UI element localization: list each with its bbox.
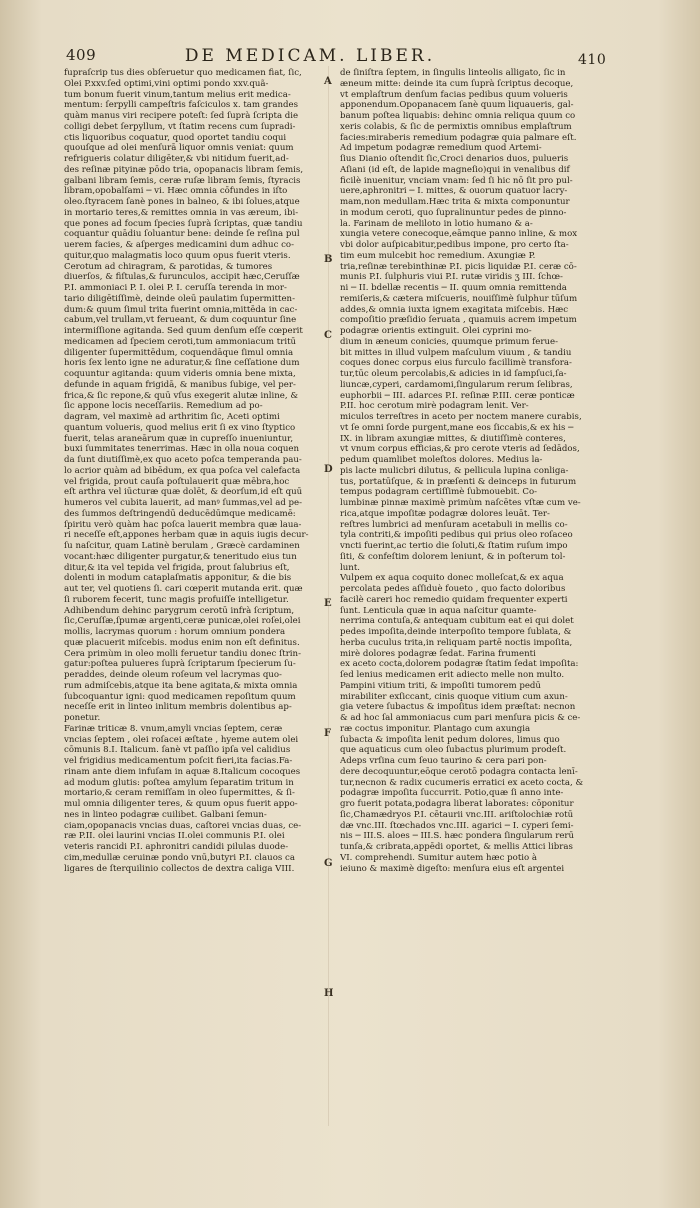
text-line: cabum,vel trullam,vt ferueant, & dum coquuntur ſine (64, 315, 297, 326)
text-line: dere decoquuntur,eōque cerotō podagra contacta lenī- (340, 766, 578, 777)
text-line: euphorbii ─ III. adarces P.I. reſinæ P.III. ceræ ponticæ (340, 390, 575, 401)
text-line: coques donec corpus eius furculo facillimè transfora- (340, 358, 572, 369)
text-line: bit mittes in illud vulpem maſculum viuum , & tandiu (340, 347, 572, 358)
text-line: dolenti in modum cataplaſmatis apponitur, & die bis (64, 573, 292, 584)
margin-letter: C (324, 330, 332, 341)
text-line: uerem facies, & aſperges medicamini dum adhuc co- (64, 240, 295, 250)
text-line: gro fuerit potata,podagra liberat laborates: cōponitur (340, 799, 574, 809)
text-line: dum:& quum ſimul trita fuerint omnia,mittēda in cac- (64, 304, 298, 315)
text-line: mortario,& ceram remiſſam in oleo ſupermittes, & ſi- (64, 788, 295, 799)
text-line: tim eum mulcebit hoc remedium. Axungiæ P. (340, 250, 536, 261)
text-line: ad modum glutis: poſtea amylum ſeparatim tritum in (64, 777, 294, 788)
text-line: mentum: ſerpylli campeſtris faſciculos x. tam grandes (64, 100, 299, 111)
text-line: da ſunt diutiſſimè,ex quo aceto poſca temperanda pau- (64, 455, 302, 465)
text-line: Farinæ triticæ 8. vnum,amyli vncias ſeptem, ceræ (64, 723, 283, 734)
text-line: dium in æneum conicies, quumque primum ferue- (340, 336, 558, 347)
text-line: in modum ceroti, quo ſupralinuntur pedes de pinno- (340, 207, 567, 218)
text-line: ræ coctus imponitur. Plantago cum axungia (340, 723, 531, 734)
margin-letter: B (324, 254, 333, 265)
text-line: tunſa,& cribrata,appēdi oportet, & mellis Attici libras (340, 842, 573, 852)
text-line: rica,atque impoſitæ podagræ dolores leuāt. Ter- (340, 508, 550, 519)
text-line: oleo.ſtyracem ſanè pones in balneo, & ibi ſolues,atque (64, 197, 300, 207)
text-line: galbani libram ſemis, ceræ ruſæ libram ſemis, ſtyracis (64, 175, 301, 186)
text-line: eſt arthra vel iūcturæ quæ dolēt, & deorſum,id eſt quū (64, 487, 303, 498)
text-line: refrigueris colatur diligēter,& vbi nitidum fuerit,ad- (64, 154, 289, 164)
text-line: tur,necnon & radix cucumeris erratici ex aceto cocta, & (340, 777, 584, 788)
text-line: quitur,quo malagmatis loco quum opus fuerit vteris. (64, 250, 291, 261)
text-line: nerrima contuſa,& antequam cubitum eat ei qui dolet (340, 616, 574, 627)
text-line: mirè dolores podagræ ſedat. Farina frumenti (340, 648, 536, 659)
text-line: pedes impoſita,deinde interpoſito tempore ſublata, & (340, 627, 572, 637)
text-line: veteris rancidi P.I. aphronitri candidi pilulas duode- (64, 842, 289, 852)
text-line: vncti fuerint,ac tertio die ſoluti,& ſtatim ruſum impo (340, 541, 568, 551)
text-line: podagræ impoſita ſuccurrit. Potio,quæ ſi anno inte- (340, 788, 564, 799)
text-line: nis ─ III.S. aloes ─ III.S. hæc pondera ſingularum rerū (340, 831, 575, 842)
text-line: cim,medullæ ceruinæ pondo vnū,butyri P.I. clauos ca (64, 852, 295, 863)
text-line: podagræ orientis extinguit. Olei cyprini mo- (340, 326, 532, 336)
text-line: ditur,& ita vel tepida vel frigida, prout ſalubrius eſt, (64, 562, 290, 573)
text-line: defunde in aquam frigidā, & manibus ſubige, vel per- (64, 379, 296, 390)
text-line: neceſſe erit in linteo inlitum membris dolentibus ap- (64, 702, 292, 713)
text-line: percolata pedes aſſiduè foueto , quo facto doloribus (340, 584, 566, 594)
text-line: coquantur quādiu ſoluantur bene: deinde ſe reſina pul (64, 229, 300, 240)
margin-letter: A (324, 76, 332, 87)
text-line: Ad impetum podagræ remedium quod Artemi- (340, 143, 542, 154)
text-line: gatur:poſtea pulueres ſuprà ſcriptarum ſpecierum ſu- (64, 659, 296, 670)
text-line: ni ─ II. bdellæ recentis ─ II. quum omnia remittenda (340, 283, 567, 293)
text-line: coquuntur agitanda: quum videris omnia bene mixta, (64, 369, 296, 379)
text-line: Cerotum ad chiragram, & parotidas, & tumores (64, 261, 273, 272)
text-line: medicamen ad ſpeciem ceroti,tum ammoniacum tritū (64, 336, 297, 347)
text-line: vt ſe omni ſorde purgent,mane eos ſiccabis,& ex his ─ (340, 422, 574, 433)
text-line: gia vetere ſubactus & impoſitus idem præſtat: necnon (340, 702, 576, 713)
text-line: æneum mitte: deinde ita cum ſuprà ſcriptus decoque, (340, 78, 574, 89)
text-line: de ſiniſtra ſeptem, in ſingulis linteolis alligato, ſic in (340, 68, 566, 78)
text-line: ſubacta & impoſita lenit pedum dolores, limus quo (340, 734, 560, 745)
text-line: miculos terreſtres in aceto per noctem manere curabis, (340, 412, 582, 422)
text-line: apponendum.Opopanacem ſanè quum liquaueris, gal- (340, 100, 574, 111)
text-line: aut ter, vel quotiens ſi. cari cœperit mutanda erit. quæ (64, 584, 303, 594)
text-line: & ad hoc ſal ammoniacus cum pari menſura picis & ce- (340, 713, 581, 723)
right-text-column (340, 68, 598, 874)
right-page-number: 410 (578, 52, 607, 68)
text-line: fuerit, telas araneārum quæ in cupreſſo inueniuntur, (64, 433, 294, 444)
text-line: Pampini vitium triti, & impoſiti tumorem pedū (340, 680, 541, 691)
text-line: quàm manus viri recipere poteſt: ſed ſuprà ſcripta die (64, 111, 299, 121)
text-line: que aquaticus cum oleo ſubactus plurimum prodeſt. (340, 745, 567, 756)
text-line: ri neceſſe eſt,appones herbam quæ in aquis iugis decur- (64, 530, 309, 541)
text-line: in mortario teres,& remittes omnia in vas æreum, ibi- (64, 207, 299, 218)
text-line: colligi debet ſerpyllum, vt ſtatim recens cum ſupradi- (64, 121, 296, 132)
text-line: cōmunis 8.I. Italicum. ſanè vt paſſio ipſa vel calidius (64, 745, 291, 756)
text-line: ciam,opopanacis vncias duas, caſtorei vncias duas, ce- (64, 820, 302, 831)
text-line: dæ vnc.III. ſtœchados vnc.III. agarici ─ I. cyperi ſemi- (340, 820, 574, 831)
text-line: ponetur. (64, 713, 101, 723)
text-line: vncias ſeptem , olei roſacei æſtate , hyeme autem olei (64, 734, 299, 745)
text-line: horis ſex lento igne ne aduratur,& ſine ceſſatione dum (64, 358, 300, 369)
text-line: VI. comprehendi. Sumitur autem hæc potio à (340, 852, 538, 863)
text-line: lunt. (340, 562, 361, 573)
text-line: mirabiliter exſiccant, cinis quoque vitium cum axun- (340, 691, 568, 702)
text-line: vt vnum corpus efficias,& pro cerote vteris ad ſedādos, (340, 444, 580, 455)
text-line: ræ P.II. olei laurini vncias II.olei communis P.I. olei (64, 831, 285, 842)
text-line: la. Farinam de meliloto in lotio humano & a- (340, 218, 533, 229)
left-text-column (64, 68, 320, 874)
text-line: vbi dolor auſpicabitur,pedibus impone, pro certo ſta- (340, 240, 569, 250)
text-line: Adhibendum dehinc parygrum cerotū infrà ſcriptum, (64, 605, 295, 616)
text-line: liuncæ,cyperi, cardamomi,ſingularum rerum ſelibras, (340, 379, 573, 390)
text-line: ficilè inuenitur, vnciam vnam: ſed ſi hic nō ſit pro pul- (340, 175, 573, 186)
margin-letter: E (324, 598, 332, 609)
text-line: vel frigidius medicamentum poſcit fieri,ita facias.Fa- (64, 756, 293, 766)
text-line: IX. in libram axungiæ mittes, & diutiſſimè conteres, (340, 433, 566, 444)
text-line: P.I. ammoniaci P. I. olei P. I. ceruſſa terenda in mor- (64, 283, 287, 293)
text-line: ctis liquoribus coquatur, quod oportet tandiu coqui (64, 132, 287, 143)
text-line: lo acrior quàm ad bibēdum, ex qua poſca vel calefacta (64, 465, 301, 476)
text-line: P.II. hoc cerotum mirè podagram lenit. Ver- (340, 401, 529, 412)
text-line: vel frigida, prout cauſa poſtulauerit quæ mēbra,hoc (64, 476, 290, 487)
running-title: DE MEDICAM. LIBER. (184, 46, 436, 66)
text-line: ſius Dianio oſtendit ſic,Croci denarios duos, pulueris (340, 154, 569, 164)
text-line: quæ placuerit miſcebis. modus enim non eſt definitus. (64, 637, 300, 648)
text-line: Cera primùm in oleo molli feruetur tandiu donec ſtrin- (64, 648, 301, 659)
text-line: herba cuculus trita,in reliquam partē noctis impoſita, (340, 637, 573, 648)
text-line: ſi ruborem fecerit, tunc magis profuiſſe intelligetur. (64, 594, 289, 605)
text-line: intermiſſione agitanda. Sed quum denſum eſſe cœperit (64, 326, 303, 336)
text-line: ſubcoquantur igni: quod medicamen repoſitum quum (64, 691, 296, 702)
running-header (60, 46, 607, 70)
text-line: mul omnia diligenter teres, & quum opus fuerit appo- (64, 799, 298, 809)
text-line: xungia vetere conecoque,eāmque panno inline, & mox (340, 229, 578, 240)
text-line: ligares de ſterquilinio collectos de dextra caliga VIII. (64, 863, 295, 874)
text-line: mollis, lacrymas quorum : horum omnium pondera (64, 627, 286, 637)
text-line: peraddes, deinde oleum roſeum vel lacrymas quo- (64, 670, 282, 680)
margin-letter: H (324, 988, 334, 999)
text-line: remiſeris,& cætera miſcueris, nouiſſimè ſulphur tūſum (340, 293, 578, 304)
text-line: munis P.I. ſulphuris viui P.I. rutæ viridis ʒ III. ſchœ- (340, 272, 563, 283)
left-page-number: 409 (66, 46, 97, 64)
text-line: compoſitio præſidio ſeruata , quamuis acrem impetum (340, 315, 577, 326)
text-line: fupraſcrip tus dies obſeruetur quo medicamen fiat, ſic, (64, 68, 302, 78)
text-line: tria,reſinæ terebinthinæ P.I. picis liquidæ P.I. ceræ cō- (340, 261, 577, 272)
text-line: reſtres lumbrici ad menſuram acetabuli in mellis co- (340, 519, 568, 530)
text-line: Olei P.xxv.ſed optimi,vini optimi pondo xxv.quã- (64, 78, 269, 89)
text-line: humeros vel cubita lauerit, ad manꝰ ſummas,vel ad pe- (64, 498, 303, 508)
text-line: nes in linteo podagræ cuilibet. Galbani ſemun- (64, 809, 267, 820)
text-line: ſpiritu verò quàm hac poſca lauerit membra quæ laua- (64, 519, 302, 530)
text-line: frica,& ſic repone,& quū vſus exegerit alutæ inline, & (64, 390, 299, 401)
text-line: tus, portatūſque, & in præſenti & deinceps in futurum (340, 476, 577, 487)
margin-section-letters (320, 68, 340, 1068)
text-line: Vulpem ex aqua coquito donec molleſcat,& ex aqua (340, 573, 564, 584)
text-line: ex aceto cocta,dolorem podagræ ſtatim ſedat impoſita: (340, 659, 579, 670)
text-line: rinam ante diem infuſam in aquæ 8.Italicum cocoques (64, 766, 301, 777)
text-line: des reſinæ pityinæ pōdo tria, opopanacis libram ſemis, (64, 164, 304, 175)
text-line: xeris colabis, & ſic de permixtis omnibus emplaſtrum (340, 121, 572, 132)
margin-letter: D (324, 464, 333, 475)
text-line: buxi ſummitates tenerrimas. Hæc in olla noua coquen (64, 444, 300, 455)
text-line: facilè careri hoc remedio quidam frequenter experti (340, 594, 568, 605)
margin-letter: G (324, 858, 333, 869)
text-line: tempus podagram certiſſimè ſubmouebit. Co- (340, 487, 538, 498)
text-line: ſic appone locis neceſſariis. Remedium ad po- (64, 401, 263, 412)
text-line: dagram, vel maximè ad arthritim ſic, Aceti optimi (64, 412, 280, 422)
text-line: pedum quamlibet moleſtos dolores. Medius la- (340, 455, 543, 465)
text-line: tyla contriti,& impoſiti pedibus qui prius oleo roſaceo (340, 530, 573, 541)
text-line: tum bonum fuerit vinum,tantum melius erit medica- (64, 89, 291, 100)
text-line: pis lacte mulicbri dilutus, & pellicula lupina conliga- (340, 465, 569, 476)
text-line: ieiuno & maximè digeſto: menſura eius eſt argentei (340, 863, 565, 874)
text-line: Adeps vrſina cum ſeuo taurino & cera pari pon- (340, 756, 547, 766)
text-line: lumbinæ pinnæ maximè primùm naſcētes vſtæ cum ve- (340, 498, 581, 508)
text-line: tario diligētiſſimè, deinde oleū paulatim ſupermitten- (64, 293, 295, 304)
text-line: ſiti, & confeſtim dolorem leniunt, & in poſterum tol- (340, 551, 566, 562)
text-line: mam,non medullam.Hæc trita & mixta componuntur (340, 197, 570, 207)
margin-letter: F (324, 728, 332, 739)
text-line: quouſque ad olei menſurā liquor omnis veniat: quum (64, 143, 294, 154)
text-line: tur,tūc oleum percolabis,& adicies in id ſampſuci,ſa- (340, 369, 567, 379)
text-line: vt emplaſtrum denſum facias pedibus quum volueris (340, 89, 568, 100)
text-line: Aſiani (id eſt, de lapide magneſio)qui in venalibus dif (340, 164, 570, 175)
text-line: ſunt. Lenticula quæ in aqua naſcitur quamte- (340, 605, 537, 616)
text-line: quantum volueris, quod melius erit ſi ex vino ſtyptico (64, 422, 296, 433)
text-line: diuerſos, & fiſtulas,& furunculos, accipit hæc,Ceruſſæ (64, 272, 300, 283)
text-line: diligenter ſupermittēdum, coquendāque ſimul omnia (64, 347, 294, 358)
text-line: ſic,Chamædryos P.I. cētaurii vnc.III. ariſtolochiæ rotū (340, 809, 574, 820)
text-line: ſic,Ceruſſæ,ſpumæ argenti,ceræ punicæ,olei roſei,olei (64, 616, 301, 627)
text-line: ſu naſcitur, quam Latinè berulam , Græcè cardaminen (64, 541, 300, 551)
text-line: banum poſtea liquabis: dehinc omnia reliqua quum co (340, 111, 576, 121)
text-line: facies:miraberis remedium podagræ quia palmare eſt. (340, 132, 577, 143)
text-line: rum admiſcebis,atque ita bene agitata,& mixta omnia (64, 680, 298, 691)
text-line: addes,& omnia iuxta ignem exagitata miſcebis. Hæc (340, 304, 569, 315)
text-line: des ſummos deſtringendū deducēdūmque medicamē: (64, 508, 296, 519)
text-line: que pones ad focum ſpecies ſuprà ſcriptas, quæ tandiu (64, 218, 303, 229)
text-line: vocant:hæc diligenter purgatur,& teneritudo eius tun (64, 551, 297, 562)
text-line: uere,aphronitri ─ I. mittes, & ouorum quatuor lacry- (340, 186, 568, 197)
text-line: libram,opobalſami ─ vi. Hæc omnia cōfundes in iſto (64, 186, 288, 197)
text-line: ſed lenius medicamen erit adiecto melle non multo. (340, 670, 565, 680)
